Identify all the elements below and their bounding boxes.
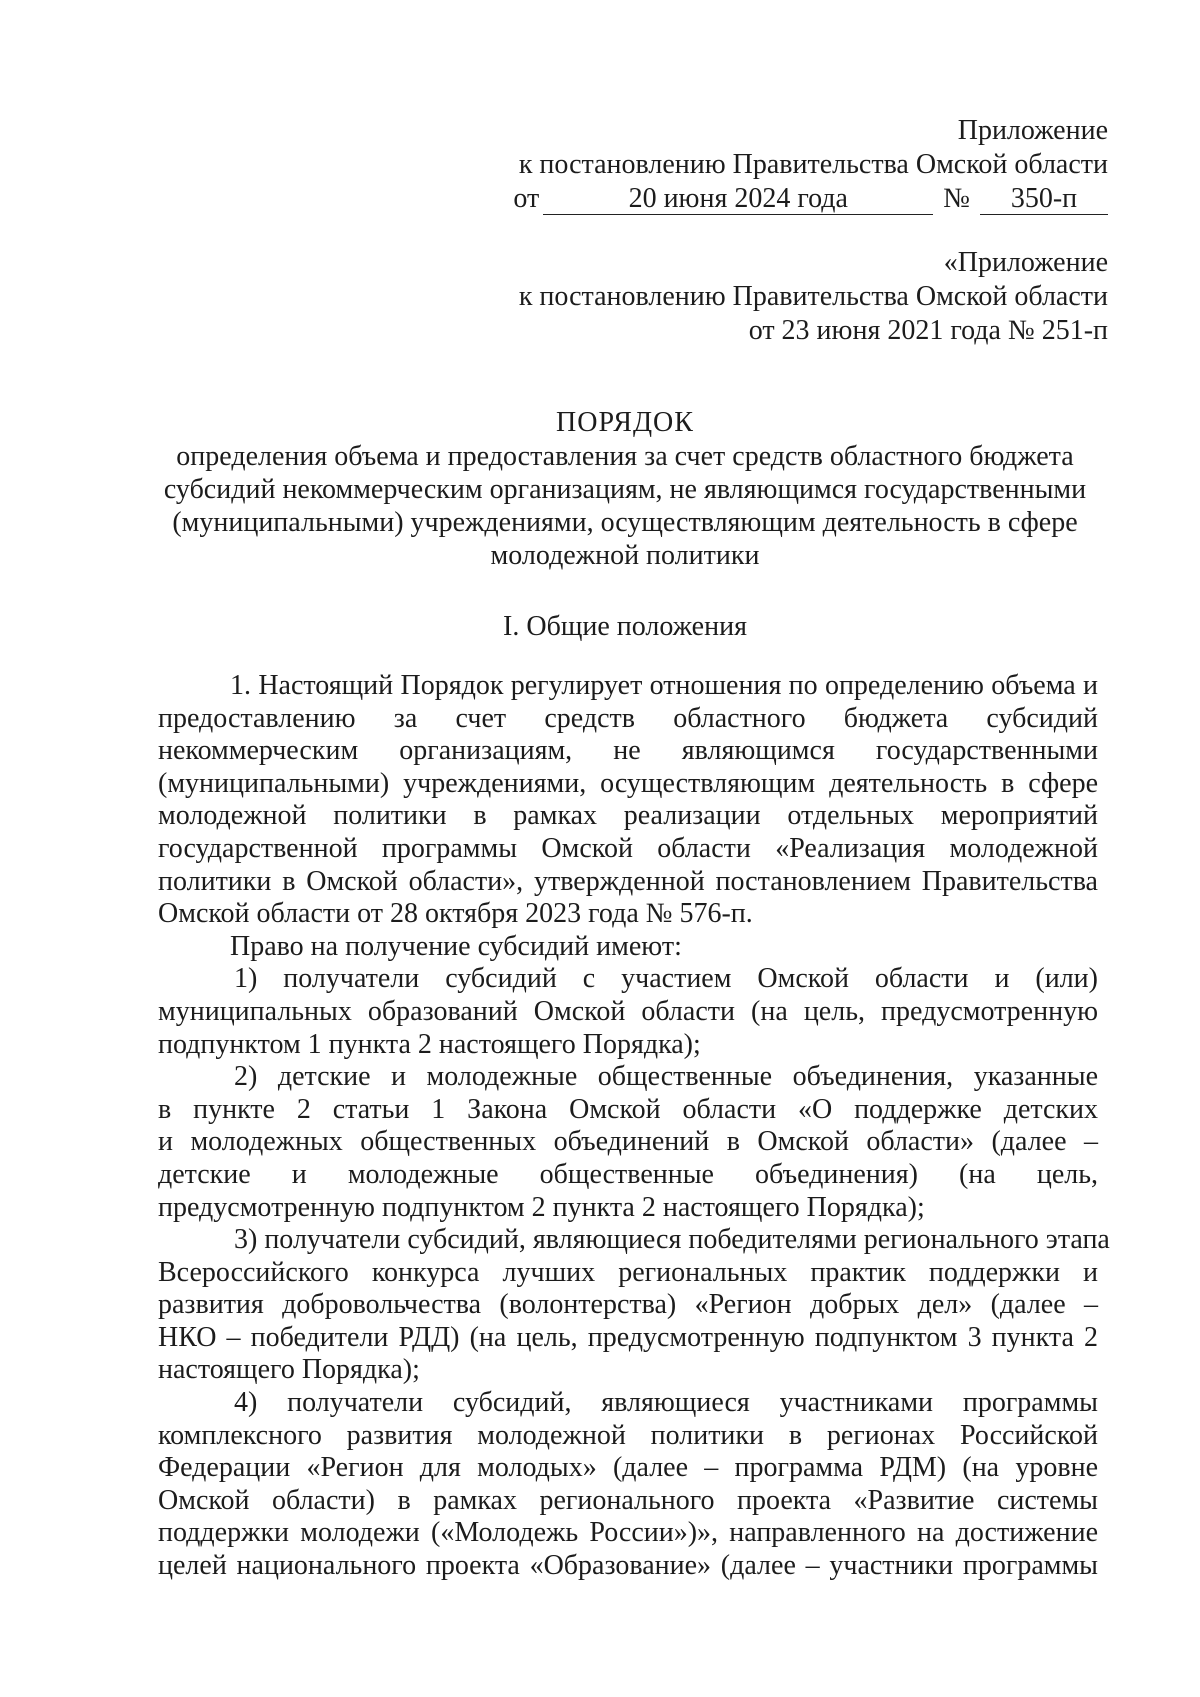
text-line: Федерации «Регион для молодых» (далее – программа РДМ) (на уровне: [158, 1452, 1098, 1484]
paragraph-1: [158, 670, 1098, 931]
text-line: НКО – победители РДД) (на цель, предусмотренную подпунктом 3 пункта 2: [158, 1321, 1098, 1353]
annex-title: Приложение: [957, 115, 1108, 146]
text-line: предоставлению за счет средств областного бюджета субсидий: [158, 702, 1098, 734]
text-line: и молодежных общественных объединений в Омской области» (далее –: [158, 1126, 1098, 1158]
text-line: Омской области от 28 октября 2023 года № 576-п.: [158, 898, 753, 930]
text-line: Омской области) в рамках регионального проекта «Развитие системы: [158, 1484, 1098, 1516]
original-annex-title: «Приложение: [943, 247, 1108, 278]
original-annex-date-number: от 23 июня 2021 года № 251-п: [748, 315, 1108, 346]
original-annex-resolution-ref: к постановлению Правительства Омской области: [518, 281, 1108, 312]
text-line: в пункте 2 статьи 1 Закона Омской области «О поддержке детских: [158, 1093, 1098, 1125]
section-heading: I. Общие положения: [503, 611, 747, 642]
text-line: 4) получатели субсидий, являющиеся участниками программы: [234, 1387, 1098, 1419]
document-subtitle-line: молодежной политики: [490, 540, 760, 571]
list-item-2: [158, 1061, 1098, 1224]
text-line: муниципальных образований Омской области (на цель, предусмотренную: [158, 995, 1098, 1027]
resolution-date: 20 июня 2024 года: [543, 184, 933, 215]
list-item-4: [158, 1387, 1098, 1583]
text-line: развития добровольчества (волонтерства) «Регион добрых дел» (далее –: [158, 1289, 1098, 1321]
text-line: 3) получатели субсидий, являющиеся победителями регионального этапа: [234, 1224, 1110, 1256]
annex-resolution-ref: к постановлению Правительства Омской области: [518, 149, 1108, 180]
text-line: предусмотренную подпунктом 2 пункта 2 настоящего Порядка);: [158, 1191, 925, 1223]
text-line: молодежной политики в рамках реализации отдельных мероприятий: [158, 800, 1098, 832]
text-line: некоммерческим организациям, не являющимся государственными: [158, 735, 1098, 767]
document-title: ПОРЯДОК: [556, 407, 694, 438]
text-line: поддержки молодежи («Молодежь России»)», направленного на достижение: [158, 1517, 1098, 1549]
text-line: (муниципальными) учреждениями, осуществляющим деятельность в сфере: [158, 767, 1098, 799]
text-line: 1. Настоящий Порядок регулирует отношения по определению объема и: [230, 670, 1098, 701]
document-subtitle-line: определения объема и предоставления за счет средств областного бюджета: [176, 441, 1074, 472]
annex-header-current: [513, 114, 1108, 216]
list-item-3: [158, 1224, 1110, 1387]
text-line: политики в Омской области», утвержденной постановлением Правительства: [158, 865, 1098, 897]
text-line: комплексного развития молодежной политики в регионах Российской: [158, 1419, 1098, 1451]
document-subtitle-line: (муниципальными) учреждениями, осуществляющим деятельность в сфере: [172, 507, 1078, 538]
text-line: 2) детские и молодежные общественные объединения, указанные: [234, 1061, 1098, 1093]
document-title-block: [150, 406, 1100, 572]
resolution-number: 350-п: [980, 184, 1108, 215]
annex-header-original: [519, 246, 1108, 348]
from-label: от: [513, 183, 540, 214]
list-item-1: [158, 963, 1098, 1061]
text-line: государственной программы Омской области «Реализация молодежной: [158, 832, 1098, 864]
text-line: подпунктом 1 пункта 2 настоящего Порядка);: [158, 1028, 701, 1060]
number-label: №: [943, 183, 970, 214]
paragraph-eligibility-intro: [158, 931, 1098, 964]
annex-date-number-line: [513, 182, 1108, 216]
text-line: детские и молодежные общественные объединения) (на цель,: [158, 1158, 1098, 1190]
document-subtitle-line: субсидий некоммерческим организациям, не являющимся государственными: [163, 474, 1087, 505]
document-body: [158, 670, 1110, 1583]
text-line: Право на получение субсидий имеют:: [230, 930, 682, 962]
text-line: 1) получатели субсидий с участием Омской области и (или): [234, 963, 1098, 995]
text-line: целей национального проекта «Образование» (далее – участники программы: [158, 1550, 1098, 1582]
text-line: настоящего Порядка);: [158, 1354, 420, 1386]
text-line: Всероссийского конкурса лучших региональных практик поддержки и: [158, 1256, 1098, 1288]
